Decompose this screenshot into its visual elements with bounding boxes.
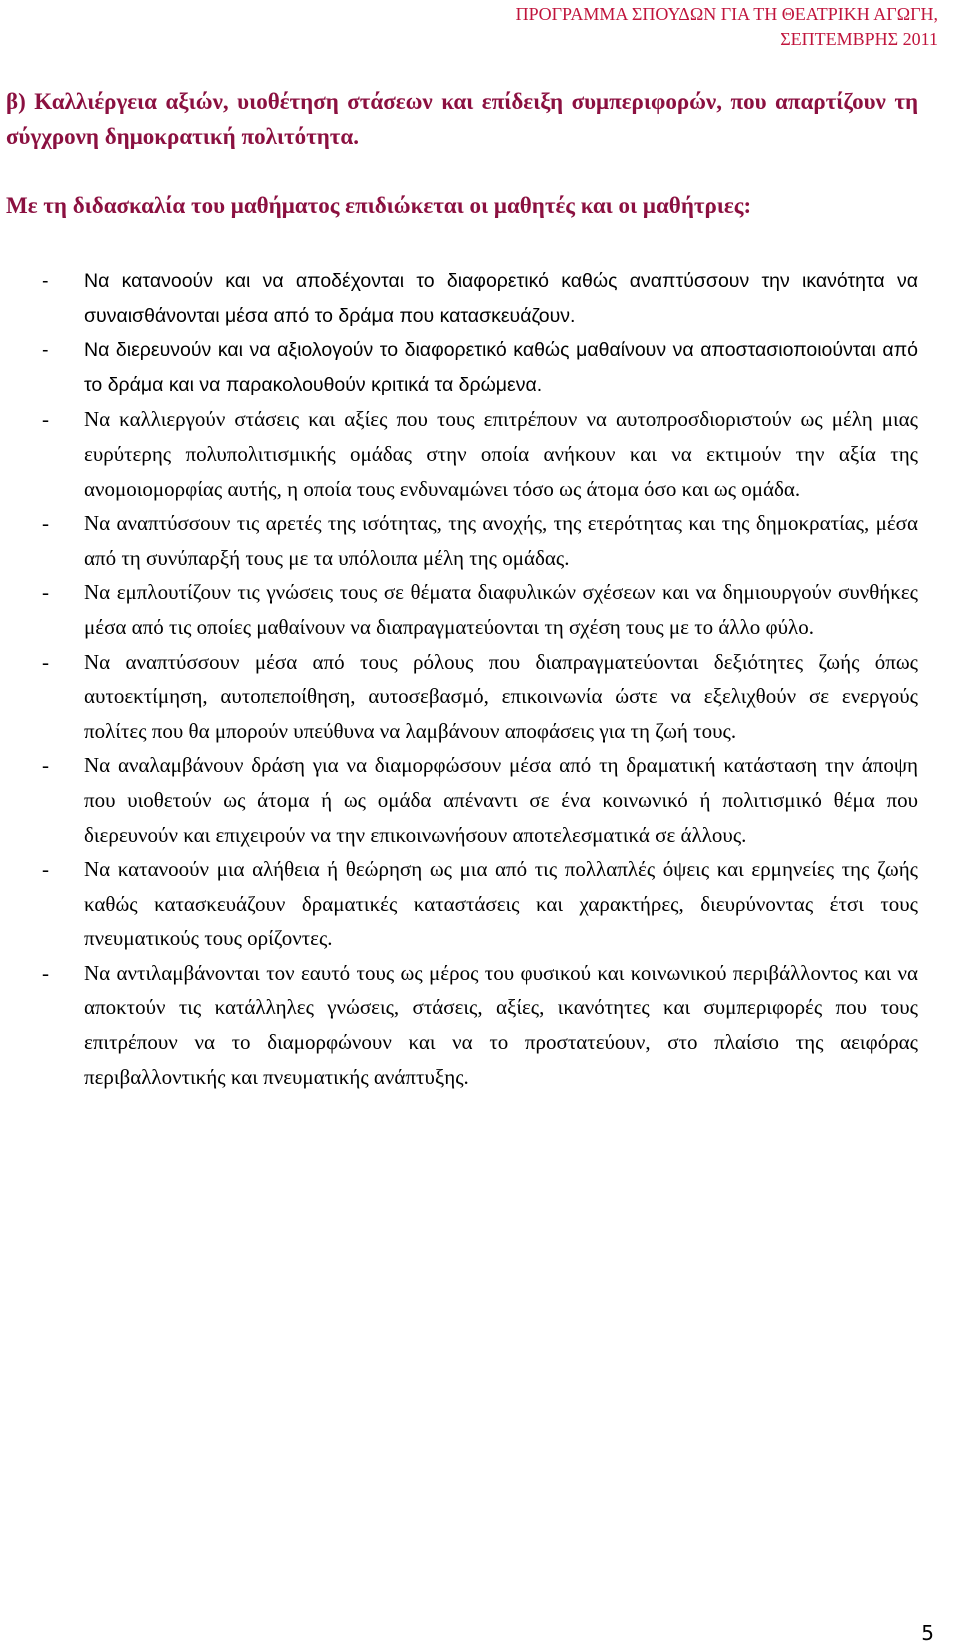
intro-sentence: Με τη διδασκαλία του μαθήματος επιδιώκεται οι μαθητές και οι μαθήτριες:: [6, 193, 752, 218]
list-item-text: Να αντιλαμβάνονται τον εαυτό τους ως μέρος του φυσικού και κοινωνικού περιβάλλοντος και να αποκτούν τις κατάλληλες γνώσεις, στάσεις, αξίες, ικανότητες και συμπεριφορές που τους επιτρέπουν να το διαμορφώνουν και να το προστατεύουν, στο πλαίσιο της αειφόρας περιβαλλοντικής και πνευματικής ανάπτυξης.: [84, 960, 918, 1089]
list-item: [6, 264, 918, 333]
list-item: [6, 956, 918, 1094]
list-item: [6, 402, 918, 506]
list-item-text: Να κατανοούν μια αλήθεια ή θεώρηση ως μια από τις πολλαπλές όψεις και ερμηνείες της ζωής καθώς κατασκευάζουν δραματικές καταστάσεις και χαρακτήρες, διευρύνοντας έτσι τους πνευματικούς τους ορίζοντες.: [84, 857, 918, 951]
bullet-dash: -: [42, 270, 49, 292]
page-number: 5: [921, 1621, 934, 1645]
bullet-dash: -: [42, 339, 49, 362]
list-item: [6, 645, 918, 749]
header-line-1: ΠΡΟΓΡΑΜΜΑ ΣΠΟΥΔΩΝ ΓΙΑ ΤΗ ΘΕΑΤΡΙΚΗ ΑΓΩΓΗ,: [515, 4, 938, 24]
list-item: [6, 852, 918, 956]
list-item-text: Να καλλιεργούν στάσεις και αξίες που τους επιτρέπουν να αυτοπροσδιοριστούν ως μέλη μιας ευρύτερης πολυπολιτισμικής ομάδας στην οποία ανήκουν και να εκτιμούν την αξία της ανομοιομορφίας αυτής, η οποία τους ενδυναμώνει τόσο ως άτομα όσο και ως ομάδα.: [84, 407, 918, 501]
bullet-dash: -: [42, 511, 49, 536]
list-item-text: Να αναλαμβάνουν δράση για να διαμορφώσουν μέσα από τη δραματική κατάσταση την άποψη που υιοθετούν ως άτομα ή ως ομάδα απέναντι σε ένα κοινωνικό ή πολιτισμικό θέμα που διερευνούν και επιχειρούν να την επικοινωνήσουν αποτελεσματικά σε άλλους.: [84, 753, 918, 847]
list-item: [6, 506, 918, 575]
list-item: [6, 333, 918, 402]
bullet-dash: -: [42, 649, 49, 674]
objectives-list: [6, 264, 918, 1094]
running-header: [418, 2, 938, 52]
section-heading: β) Καλλιέργεια αξιών, υιοθέτηση στάσεων και επίδειξη συμπεριφορών, που απαρτίζουν τη σύγχρονη δημοκρατική πολιτότητα.: [6, 89, 918, 149]
bullet-dash: -: [42, 580, 49, 605]
header-line-2: ΣΕΠΤΕΜΒΡΗΣ 2011: [780, 29, 938, 49]
list-item-text: Να αναπτύσσουν μέσα από τους ρόλους που διαπραγματεύονται δεξιότητες ζωής όπως αυτοεκτίμηση, αυτοπεποίθηση, αυτοσεβασμό, επικοινωνία ώστε να εξελιχθούν σε ενεργούς πολίτες που θα μπορούν υπεύθυνα να λαμβάνουν αποφάσεις για τη ζωή τους.: [84, 649, 918, 743]
list-item-text: Να εμπλουτίζουν τις γνώσεις τους σε θέματα διαφυλικών σχέσεων και να δημιουργούν συνθήκες μέσα από τις οποίες μαθαίνουν να διαπραγματεύονται τη σχέση τους με το άλλο φύλο.: [84, 580, 918, 639]
bullet-dash: -: [42, 407, 49, 432]
list-item-text: Να αναπτύσσουν τις αρετές της ισότητας, της ανοχής, της ετερότητας και της δημοκρατίας, μέσα από τη συνύπαρξή τους με τα υπόλοιπα μέλη της ομάδας.: [84, 511, 918, 570]
list-item-text: Να κατανοούν και να αποδέχονται το διαφορετικό καθώς αναπτύσσουν την ικανότητα να συναισθάνονται μέσα από το δράμα που κατασκευάζουν.: [84, 270, 918, 327]
bullet-dash: -: [42, 857, 49, 882]
list-item: [6, 575, 918, 644]
list-item: [6, 748, 918, 852]
list-item-text: Να διερευνούν και να αξιολογούν το διαφορετικό καθώς μαθαίνουν να αποστασιοποιούνται από το δράμα και να παρακολουθούν κριτικά τα δρώμενα.: [84, 339, 918, 396]
bullet-dash: -: [42, 753, 49, 778]
bullet-dash: -: [42, 960, 49, 985]
